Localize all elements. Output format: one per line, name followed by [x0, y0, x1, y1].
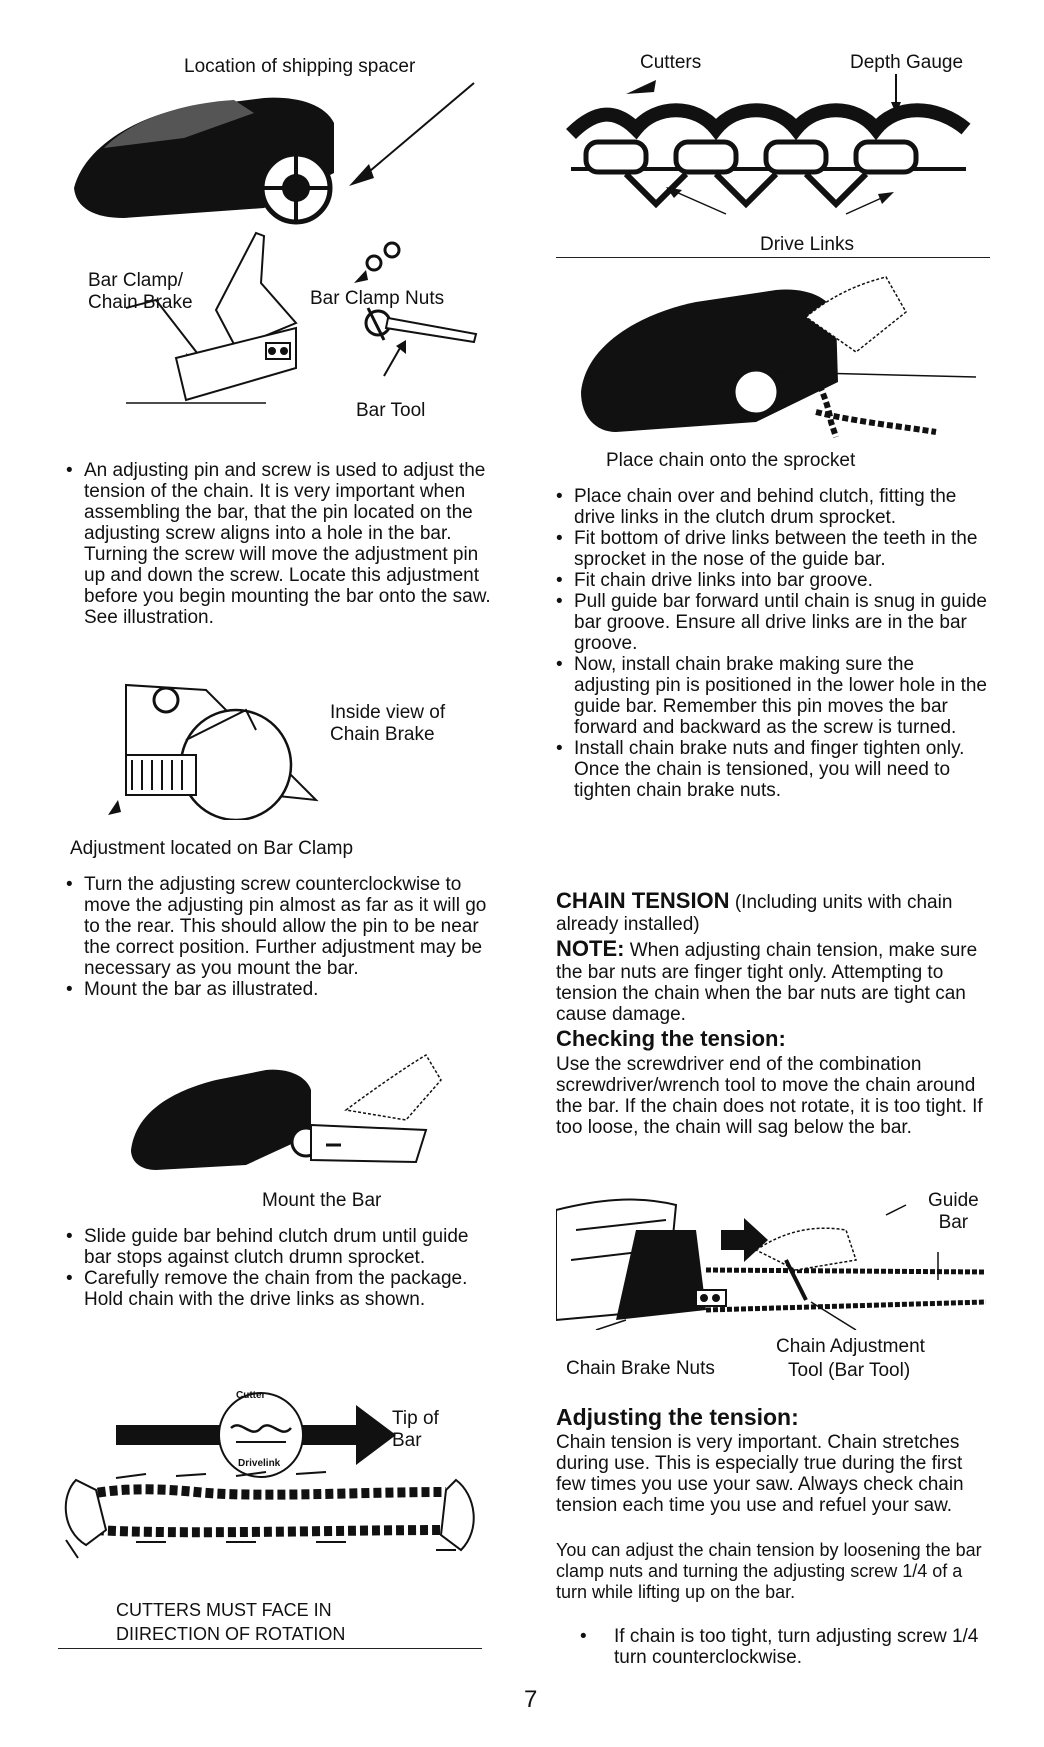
fig4-caption-line2: DIIRECTION OF ROTATION	[116, 1624, 346, 1644]
fig5-depth-gauge-label: Depth Gauge	[850, 52, 964, 73]
list-item: • Now, install chain brake making sure the adjusting pin is positioned in the lower hole in the guide bar. Remember this pin moves the bar forward and backward as the screw is turned.	[556, 654, 990, 738]
checking-tension-heading: Checking the tension:	[556, 1026, 786, 1051]
list-item: • Slide guide bar behind clutch drum until guide bar stops against clutch drumn sprocket.	[66, 1226, 496, 1268]
bullet-list-2	[66, 874, 496, 1000]
bullet-list-3	[66, 1226, 496, 1310]
fig6-caption: Place chain onto the sprocket	[606, 450, 856, 471]
note-text: When adjusting chain tension, make sure the bar nuts are finger tight only. Attempting to tension the chain when the bar nuts are tight can cause damage.	[556, 940, 978, 1025]
list-item: • Place chain over and behind clutch, fitting the drive links in the clutch drum sprocket.	[556, 486, 990, 528]
fig1-bar-tool-label: Bar Tool	[356, 400, 426, 421]
list-item: • Install chain brake nuts and finger tighten only. Once the chain is tensioned, you will need to tighten chain brake nuts.	[556, 738, 990, 801]
fig7-tool-label: Tool (Bar Tool)	[788, 1360, 911, 1381]
fig3-caption: Mount the Bar	[262, 1190, 382, 1211]
chain-tension-heading: CHAIN TENSION	[556, 888, 730, 913]
fig4-rule	[58, 1648, 482, 1649]
adjusting-tension-text-1: Chain tension is very important. Chain stretches during use. This is especially true during the first few times you use your saw. Always check chain tension each time you use and refuel your saw.	[556, 1432, 964, 1516]
bullet-list-right-1	[556, 486, 990, 801]
fig4-tip-of-bar-label: Tip of Bar	[392, 1408, 439, 1451]
chain-parts-illustration	[556, 74, 986, 234]
bullet-list-1	[66, 460, 496, 628]
list-item: • If chain is too tight, turn adjusting screw 1/4 turn counterclockwise.	[580, 1626, 990, 1668]
adjusting-tension-heading: Adjusting the tension:	[556, 1404, 799, 1430]
place-chain-sprocket-illustration	[576, 272, 976, 442]
chain-tension-subtitle: (Including units with chain already installed)	[556, 892, 953, 935]
fig4-drivelink-label: Drivelink	[238, 1458, 281, 1469]
fig1-bar-clamp-label: Bar Clamp/ Chain Brake	[88, 270, 193, 313]
list-item: • Fit bottom of drive links between the teeth in the sprocket in the nose of the guide bar.	[556, 528, 990, 570]
fig7-guide-bar-label: Guide Bar	[928, 1190, 979, 1233]
chain-brake-inside-view-illustration	[86, 680, 326, 820]
list-item: • Mount the bar as illustrated.	[66, 979, 496, 1000]
list-item: • Carefully remove the chain from the package. Hold chain with the drive links as shown.	[66, 1268, 496, 1310]
chain-direction-illustration	[56, 1380, 486, 1560]
sub-bullet-list	[580, 1626, 990, 1668]
list-item: • An adjusting pin and screw is used to adjust the tension of the chain. It is very important when assembling the bar, that the pin located on the adjusting screw aligns into a hole in the bar. Turning the screw will move the adjustment pin up and down the screw. Locate this adjustment before you begin mounting the bar onto the saw. See illustration.	[66, 460, 496, 628]
fig7-chain-brake-nuts-label: Chain Brake Nuts	[566, 1358, 715, 1379]
fig2-inside-view-label: Inside view of Chain Brake	[330, 702, 446, 745]
bar-clamp-and-tool-illustration	[116, 228, 496, 408]
chain-tension-paragraph	[556, 888, 990, 935]
fig7-chain-adjustment-label: Chain Adjustment	[776, 1336, 925, 1357]
chainsaw-shipping-spacer-illustration	[64, 78, 484, 228]
fig5-drive-links-label: Drive Links	[760, 234, 854, 255]
list-item: • Turn the adjusting screw counterclockwise to move the adjusting pin almost as far as it will go to the rear. This should allow the pin to be near the correct position. Further adjustment may be necessary as you mount the bar.	[66, 874, 496, 979]
fig5-cutters-label: Cutters	[640, 52, 702, 73]
page-number: 7	[524, 1686, 538, 1713]
adjusting-tension-text-2: You can adjust the chain tension by loosening the bar clamp nuts and turning the adjusting screw 1/4 of a turn while lifting up on the bar.	[556, 1540, 982, 1602]
fig1-caption: Location of shipping spacer	[184, 56, 416, 77]
fig5-rule	[556, 257, 990, 258]
fig4-caption-line1: CUTTERS MUST FACE IN	[116, 1600, 332, 1620]
mount-bar-illustration	[126, 1050, 446, 1175]
fig2-caption: Adjustment located on Bar Clamp	[70, 838, 354, 859]
checking-tension-text: Use the screwdriver end of the combination screwdriver/wrench tool to move the chain around the bar. If the chain does not rotate, it is too tight. If too loose, the chain will sag below the bar.	[556, 1054, 983, 1138]
fig4-cutter-label: Cutter	[236, 1390, 266, 1401]
note-heading: NOTE:	[556, 936, 625, 961]
list-item: • Pull guide bar forward until chain is snug in guide bar groove. Ensure all drive links are in the bar groove.	[556, 591, 990, 654]
list-item: • Fit chain drive links into bar groove.	[556, 570, 990, 591]
fig1-bar-clamp-nuts-label: Bar Clamp Nuts	[310, 288, 445, 309]
note-paragraph	[556, 936, 990, 1025]
